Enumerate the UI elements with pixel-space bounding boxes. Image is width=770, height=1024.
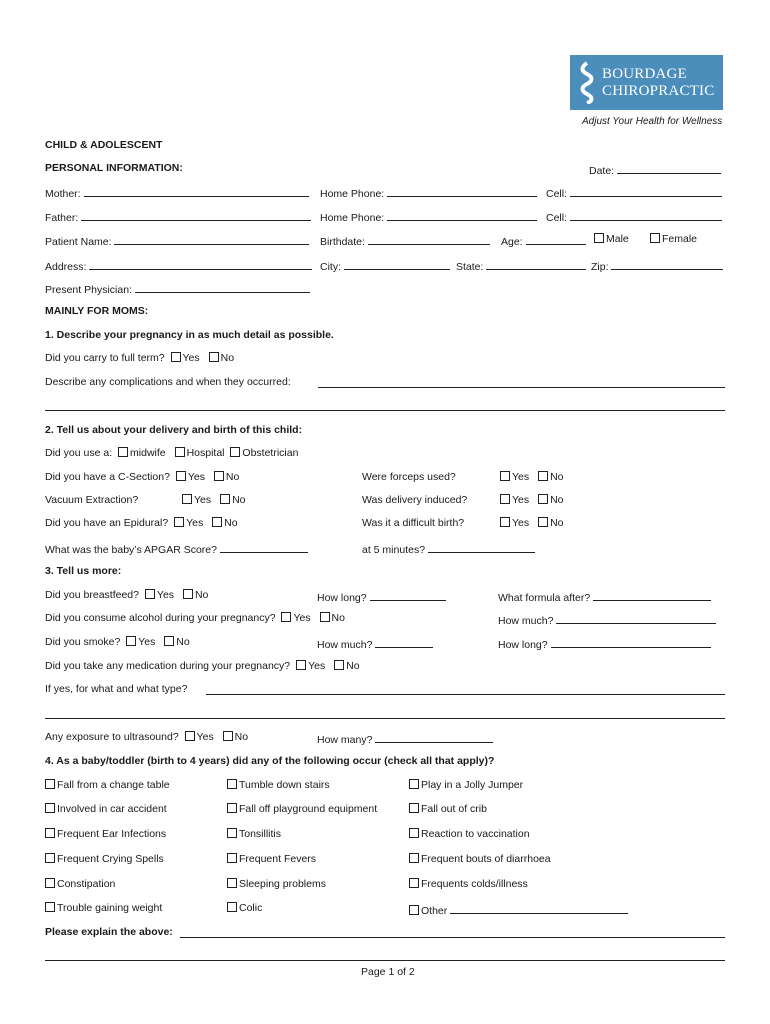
induced-yes-checkbox[interactable]: [500, 494, 510, 504]
five-min-field[interactable]: [362, 541, 535, 556]
q4-item-label: Constipation: [57, 878, 116, 890]
zip-line[interactable]: [611, 258, 723, 270]
page-number: Page 1 of 2: [361, 966, 415, 978]
mother-home-phone-field[interactable]: [320, 185, 537, 200]
medication-label: Did you take any medication during your pregnancy?: [45, 660, 291, 672]
brand-logo: [570, 55, 723, 110]
q4-checkbox[interactable]: [45, 803, 55, 813]
delivery-provider-question: [45, 447, 298, 459]
home-phone-label: Home Phone:: [320, 212, 385, 224]
yes-label: Yes: [186, 517, 204, 529]
spine-logo-icon: [576, 61, 598, 104]
cell-label: Cell:: [546, 212, 568, 224]
q4-checkbox[interactable]: [45, 779, 55, 789]
q4-checkbox[interactable]: [45, 853, 55, 863]
q4-item-label: Fall off playground equipment: [239, 803, 378, 815]
q4-checkbox[interactable]: [227, 853, 237, 863]
q4-item[interactable]: [45, 853, 164, 865]
smoke-no-checkbox[interactable]: [164, 636, 174, 646]
other-line[interactable]: [450, 902, 628, 914]
hospital-checkbox[interactable]: [175, 447, 185, 457]
mother-label: Mother:: [45, 188, 81, 200]
explain-label: Please explain the above:: [45, 926, 173, 938]
alcohol-how-much-line[interactable]: [556, 612, 716, 624]
q4-item-label: Frequent Ear Infections: [57, 828, 167, 840]
physician-line[interactable]: [135, 281, 310, 293]
full-term-yes-checkbox[interactable]: [171, 352, 181, 362]
q4-item[interactable]: [227, 902, 262, 914]
full-term-label: Did you carry to full term?: [45, 352, 165, 364]
q3-heading: 3. Tell us more:: [45, 565, 122, 577]
smoke-label: Did you smoke?: [45, 636, 121, 648]
medication-line-2[interactable]: [45, 718, 725, 719]
medication-line-1[interactable]: [206, 694, 725, 695]
q4-checkbox[interactable]: [409, 878, 419, 888]
zip-label: Zip:: [591, 261, 609, 273]
q4-item-label: Involved in car accident: [57, 803, 167, 815]
yes-label: Yes: [138, 636, 156, 648]
induced-options: [500, 494, 564, 506]
state-line[interactable]: [486, 258, 586, 270]
father-cell-field[interactable]: [546, 209, 722, 224]
alcohol-question: [45, 612, 345, 624]
date-input-line[interactable]: [617, 162, 721, 174]
difficult-label: Was it a difficult birth?: [362, 517, 465, 529]
no-label: No: [550, 517, 564, 529]
q4-item-other[interactable]: [409, 902, 628, 917]
q4-heading: 4. As a baby/toddler (birth to 4 years) did any of the following occur (check all that apply)?: [45, 755, 495, 767]
yes-label: Yes: [194, 494, 212, 506]
no-label: No: [225, 471, 240, 483]
epidural-no-checkbox[interactable]: [212, 517, 222, 527]
no-label: No: [550, 494, 564, 506]
no-label: No: [234, 731, 249, 743]
q4-checkbox[interactable]: [227, 803, 237, 813]
male-option[interactable]: [594, 233, 629, 245]
section-personal: PERSONAL INFORMATION:: [45, 162, 183, 174]
no-label: No: [346, 660, 360, 672]
birthdate-line[interactable]: [368, 233, 490, 245]
yes-label: Yes: [182, 352, 200, 364]
no-label: No: [550, 471, 564, 483]
yes-label: Yes: [156, 589, 175, 601]
how-many-label: How many?: [317, 734, 373, 746]
yes-label: Yes: [308, 660, 326, 672]
how-long-label: How long?: [317, 592, 367, 604]
midwife-label: midwife: [130, 447, 166, 459]
address-field[interactable]: [45, 258, 312, 273]
use-a-label: Did you use a:: [45, 447, 113, 459]
patient-name-label: Patient Name:: [45, 236, 112, 248]
q4-item[interactable]: [409, 779, 523, 791]
brand-name-line2: CHIROPRACTIC: [602, 83, 715, 99]
csection-label: Did you have a C-Section?: [45, 471, 170, 483]
birthdate-field[interactable]: [320, 233, 490, 248]
no-label: No: [220, 352, 235, 364]
age-field[interactable]: [501, 233, 586, 248]
father-input-line[interactable]: [81, 209, 311, 221]
q4-item[interactable]: [227, 828, 281, 840]
formula-label: What formula after?: [498, 592, 591, 604]
alcohol-yes-checkbox[interactable]: [281, 612, 291, 622]
no-label: No: [331, 612, 345, 624]
no-label: No: [232, 494, 246, 506]
smoke-question: [45, 636, 190, 648]
how-many-field[interactable]: [317, 731, 493, 746]
yes-label: Yes: [196, 731, 214, 743]
csection-yes-checkbox[interactable]: [176, 471, 186, 481]
obstetrician-label: Obstetrician: [242, 447, 299, 459]
five-min-line[interactable]: [428, 541, 535, 553]
vacuum-no-checkbox[interactable]: [220, 494, 230, 504]
mother-cell-line[interactable]: [570, 185, 722, 197]
q4-checkbox[interactable]: [45, 902, 55, 912]
no-label: No: [176, 636, 190, 648]
state-field[interactable]: [456, 258, 586, 273]
complications-line-2[interactable]: [45, 410, 725, 411]
yes-label: Yes: [512, 471, 530, 483]
ultrasound-no-checkbox[interactable]: [223, 731, 233, 741]
city-field[interactable]: [320, 258, 450, 273]
father-cell-line[interactable]: [570, 209, 722, 221]
q4-item-label: Play in a Jolly Jumper: [421, 779, 524, 791]
ultrasound-label: Any exposure to ultrasound?: [45, 731, 179, 743]
q4-item-label: Trouble gaining weight: [57, 902, 163, 914]
q4-item-label: Frequents colds/illness: [421, 878, 528, 890]
q4-item-label: Frequent Crying Spells: [57, 853, 164, 865]
vacuum-yes-checkbox[interactable]: [182, 494, 192, 504]
q2-heading: 2. Tell us about your delivery and birth of this child:: [45, 424, 303, 436]
complications-line-1[interactable]: [318, 387, 725, 388]
hospital-label: Hospital: [186, 447, 225, 459]
father-home-phone-line[interactable]: [387, 209, 537, 221]
q4-checkbox[interactable]: [409, 905, 419, 915]
cell-label: Cell:: [546, 188, 568, 200]
q4-item-label: Colic: [239, 902, 263, 914]
mother-input-line[interactable]: [84, 185, 309, 197]
q4-item[interactable]: [409, 853, 551, 865]
breastfeed-how-long-field[interactable]: [317, 589, 446, 604]
alcohol-how-much-field[interactable]: [498, 612, 716, 627]
smoke-how-long-field[interactable]: [498, 636, 711, 651]
smoke-how-much-line[interactable]: [375, 636, 433, 648]
q4-item[interactable]: [409, 803, 487, 815]
vacuum-label: Vacuum Extraction?: [45, 494, 139, 506]
q4-checkbox[interactable]: [227, 902, 237, 912]
formula-field[interactable]: [498, 589, 711, 604]
q4-item[interactable]: [227, 803, 377, 815]
q4-item[interactable]: [409, 828, 530, 840]
q4-item[interactable]: [227, 853, 316, 865]
mother-field[interactable]: [45, 185, 309, 200]
q4-checkbox[interactable]: [227, 828, 237, 838]
induced-no-checkbox[interactable]: [538, 494, 548, 504]
smoke-yes-checkbox[interactable]: [126, 636, 136, 646]
csection-question: [45, 471, 239, 483]
q4-checkbox[interactable]: [227, 878, 237, 888]
smoke-how-long-line[interactable]: [551, 636, 711, 648]
yes-label: Yes: [512, 494, 530, 506]
five-min-label: at 5 minutes?: [362, 544, 426, 556]
alcohol-label: Did you consume alcohol during your pregnancy?: [45, 612, 276, 624]
state-label: State:: [456, 261, 484, 273]
forceps-options: [500, 471, 564, 483]
mother-cell-field[interactable]: [546, 185, 722, 200]
if-yes-label: If yes, for what and what type?: [45, 683, 188, 695]
epidural-question: [45, 517, 238, 529]
female-label: Female: [662, 233, 698, 245]
formula-line[interactable]: [593, 589, 711, 601]
induced-label: Was delivery induced?: [362, 494, 468, 506]
ultrasound-question: [45, 731, 248, 743]
ultrasound-yes-checkbox[interactable]: [185, 731, 195, 741]
date-label: Date:: [589, 165, 615, 177]
epidural-yes-checkbox[interactable]: [174, 517, 184, 527]
female-option[interactable]: [650, 233, 697, 245]
address-line[interactable]: [89, 258, 312, 270]
city-label: City:: [320, 261, 341, 273]
q4-item-label: Fall from a change table: [57, 779, 170, 791]
difficult-no-checkbox[interactable]: [538, 517, 548, 527]
difficult-options: [500, 517, 564, 529]
how-much-label: How much?: [317, 639, 373, 651]
q4-checkbox[interactable]: [409, 853, 419, 863]
q4-item-label: Frequent bouts of diarrhoea: [421, 853, 551, 865]
q4-item[interactable]: [227, 779, 330, 791]
mother-home-phone-line[interactable]: [387, 185, 537, 197]
q4-checkbox[interactable]: [45, 878, 55, 888]
yes-label: Yes: [293, 612, 311, 624]
father-field[interactable]: [45, 209, 311, 224]
q4-item[interactable]: [45, 828, 166, 840]
q4-item[interactable]: [45, 803, 167, 815]
q4-item-label: Sleeping problems: [239, 878, 326, 890]
brand-name-line1: BOURDAGE: [602, 66, 687, 82]
q4-checkbox[interactable]: [409, 779, 419, 789]
q4-checkbox[interactable]: [409, 803, 419, 813]
breastfeed-label: Did you breastfeed?: [45, 589, 139, 601]
q4-item[interactable]: [45, 779, 170, 791]
city-line[interactable]: [344, 258, 450, 270]
midwife-checkbox[interactable]: [118, 447, 128, 457]
breastfeed-question: [45, 589, 208, 601]
alcohol-no-checkbox[interactable]: [320, 612, 330, 622]
no-label: No: [194, 589, 209, 601]
how-long-label: How long?: [498, 639, 548, 651]
q4-item-label: Tonsillitis: [239, 828, 282, 840]
apgar-label: What was the baby’s APGAR Score?: [45, 544, 217, 556]
how-much-label: How much?: [498, 615, 554, 627]
male-label: Male: [606, 233, 629, 245]
forceps-no-checkbox[interactable]: [538, 471, 548, 481]
q4-checkbox[interactable]: [227, 779, 237, 789]
physician-field[interactable]: [45, 281, 310, 296]
difficult-yes-checkbox[interactable]: [500, 517, 510, 527]
epidural-label: Did you have an Epidural?: [45, 517, 169, 529]
breastfeed-yes-checkbox[interactable]: [145, 589, 155, 599]
breastfeed-no-checkbox[interactable]: [183, 589, 193, 599]
medication-yes-checkbox[interactable]: [296, 660, 306, 670]
smoke-how-much-field[interactable]: [317, 636, 433, 651]
father-label: Father:: [45, 212, 79, 224]
q4-item[interactable]: [45, 902, 162, 914]
q4-item[interactable]: [227, 878, 326, 890]
q4-item-label: Tumble down stairs: [239, 779, 330, 791]
complications-label: Describe any complications and when they occurred:: [45, 376, 291, 388]
zip-field[interactable]: [591, 258, 723, 273]
obstetrician-checkbox[interactable]: [230, 447, 240, 457]
medication-no-checkbox[interactable]: [334, 660, 344, 670]
vacuum-options: [182, 494, 246, 506]
q4-item-label: Reaction to vaccination: [421, 828, 530, 840]
q1-heading: 1. Describe your pregnancy in as much detail as possible.: [45, 329, 334, 341]
patient-name-field[interactable]: [45, 233, 309, 248]
how-many-line[interactable]: [375, 731, 493, 743]
male-checkbox[interactable]: [594, 233, 604, 243]
yes-label: Yes: [187, 471, 205, 483]
q4-item[interactable]: [409, 878, 528, 890]
csection-no-checkbox[interactable]: [214, 471, 224, 481]
yes-label: Yes: [512, 517, 530, 529]
forceps-yes-checkbox[interactable]: [500, 471, 510, 481]
father-home-phone-field[interactable]: [320, 209, 537, 224]
age-line[interactable]: [526, 233, 586, 245]
q4-item[interactable]: [45, 878, 115, 890]
physician-label: Present Physician:: [45, 284, 132, 296]
q4-checkbox[interactable]: [409, 828, 419, 838]
q4-checkbox[interactable]: [45, 828, 55, 838]
no-label: No: [224, 517, 238, 529]
full-term-question: [45, 352, 234, 364]
female-checkbox[interactable]: [650, 233, 660, 243]
form-title: CHILD & ADOLESCENT: [45, 139, 163, 151]
age-label: Age:: [501, 236, 523, 248]
full-term-no-checkbox[interactable]: [209, 352, 219, 362]
birthdate-label: Birthdate:: [320, 236, 365, 248]
forceps-label: Were forceps used?: [362, 471, 456, 483]
section-moms: MAINLY FOR MOMS:: [45, 305, 149, 317]
apgar-line[interactable]: [220, 541, 308, 553]
breastfeed-how-long-line[interactable]: [370, 589, 446, 601]
explain-line-2[interactable]: [45, 960, 725, 961]
q4-item-label: Frequent Fevers: [239, 853, 317, 865]
date-field[interactable]: [589, 162, 721, 177]
patient-name-line[interactable]: [114, 233, 309, 245]
home-phone-label: Home Phone:: [320, 188, 385, 200]
apgar-field[interactable]: [45, 541, 308, 556]
medication-question: [45, 660, 360, 672]
address-label: Address:: [45, 261, 87, 273]
brand-tagline: Adjust Your Health for Wellness: [582, 116, 723, 127]
q4-item-label: Fall out of crib: [421, 803, 487, 815]
q4-item-label: Other: [421, 905, 448, 917]
explain-line-1[interactable]: [180, 937, 725, 938]
